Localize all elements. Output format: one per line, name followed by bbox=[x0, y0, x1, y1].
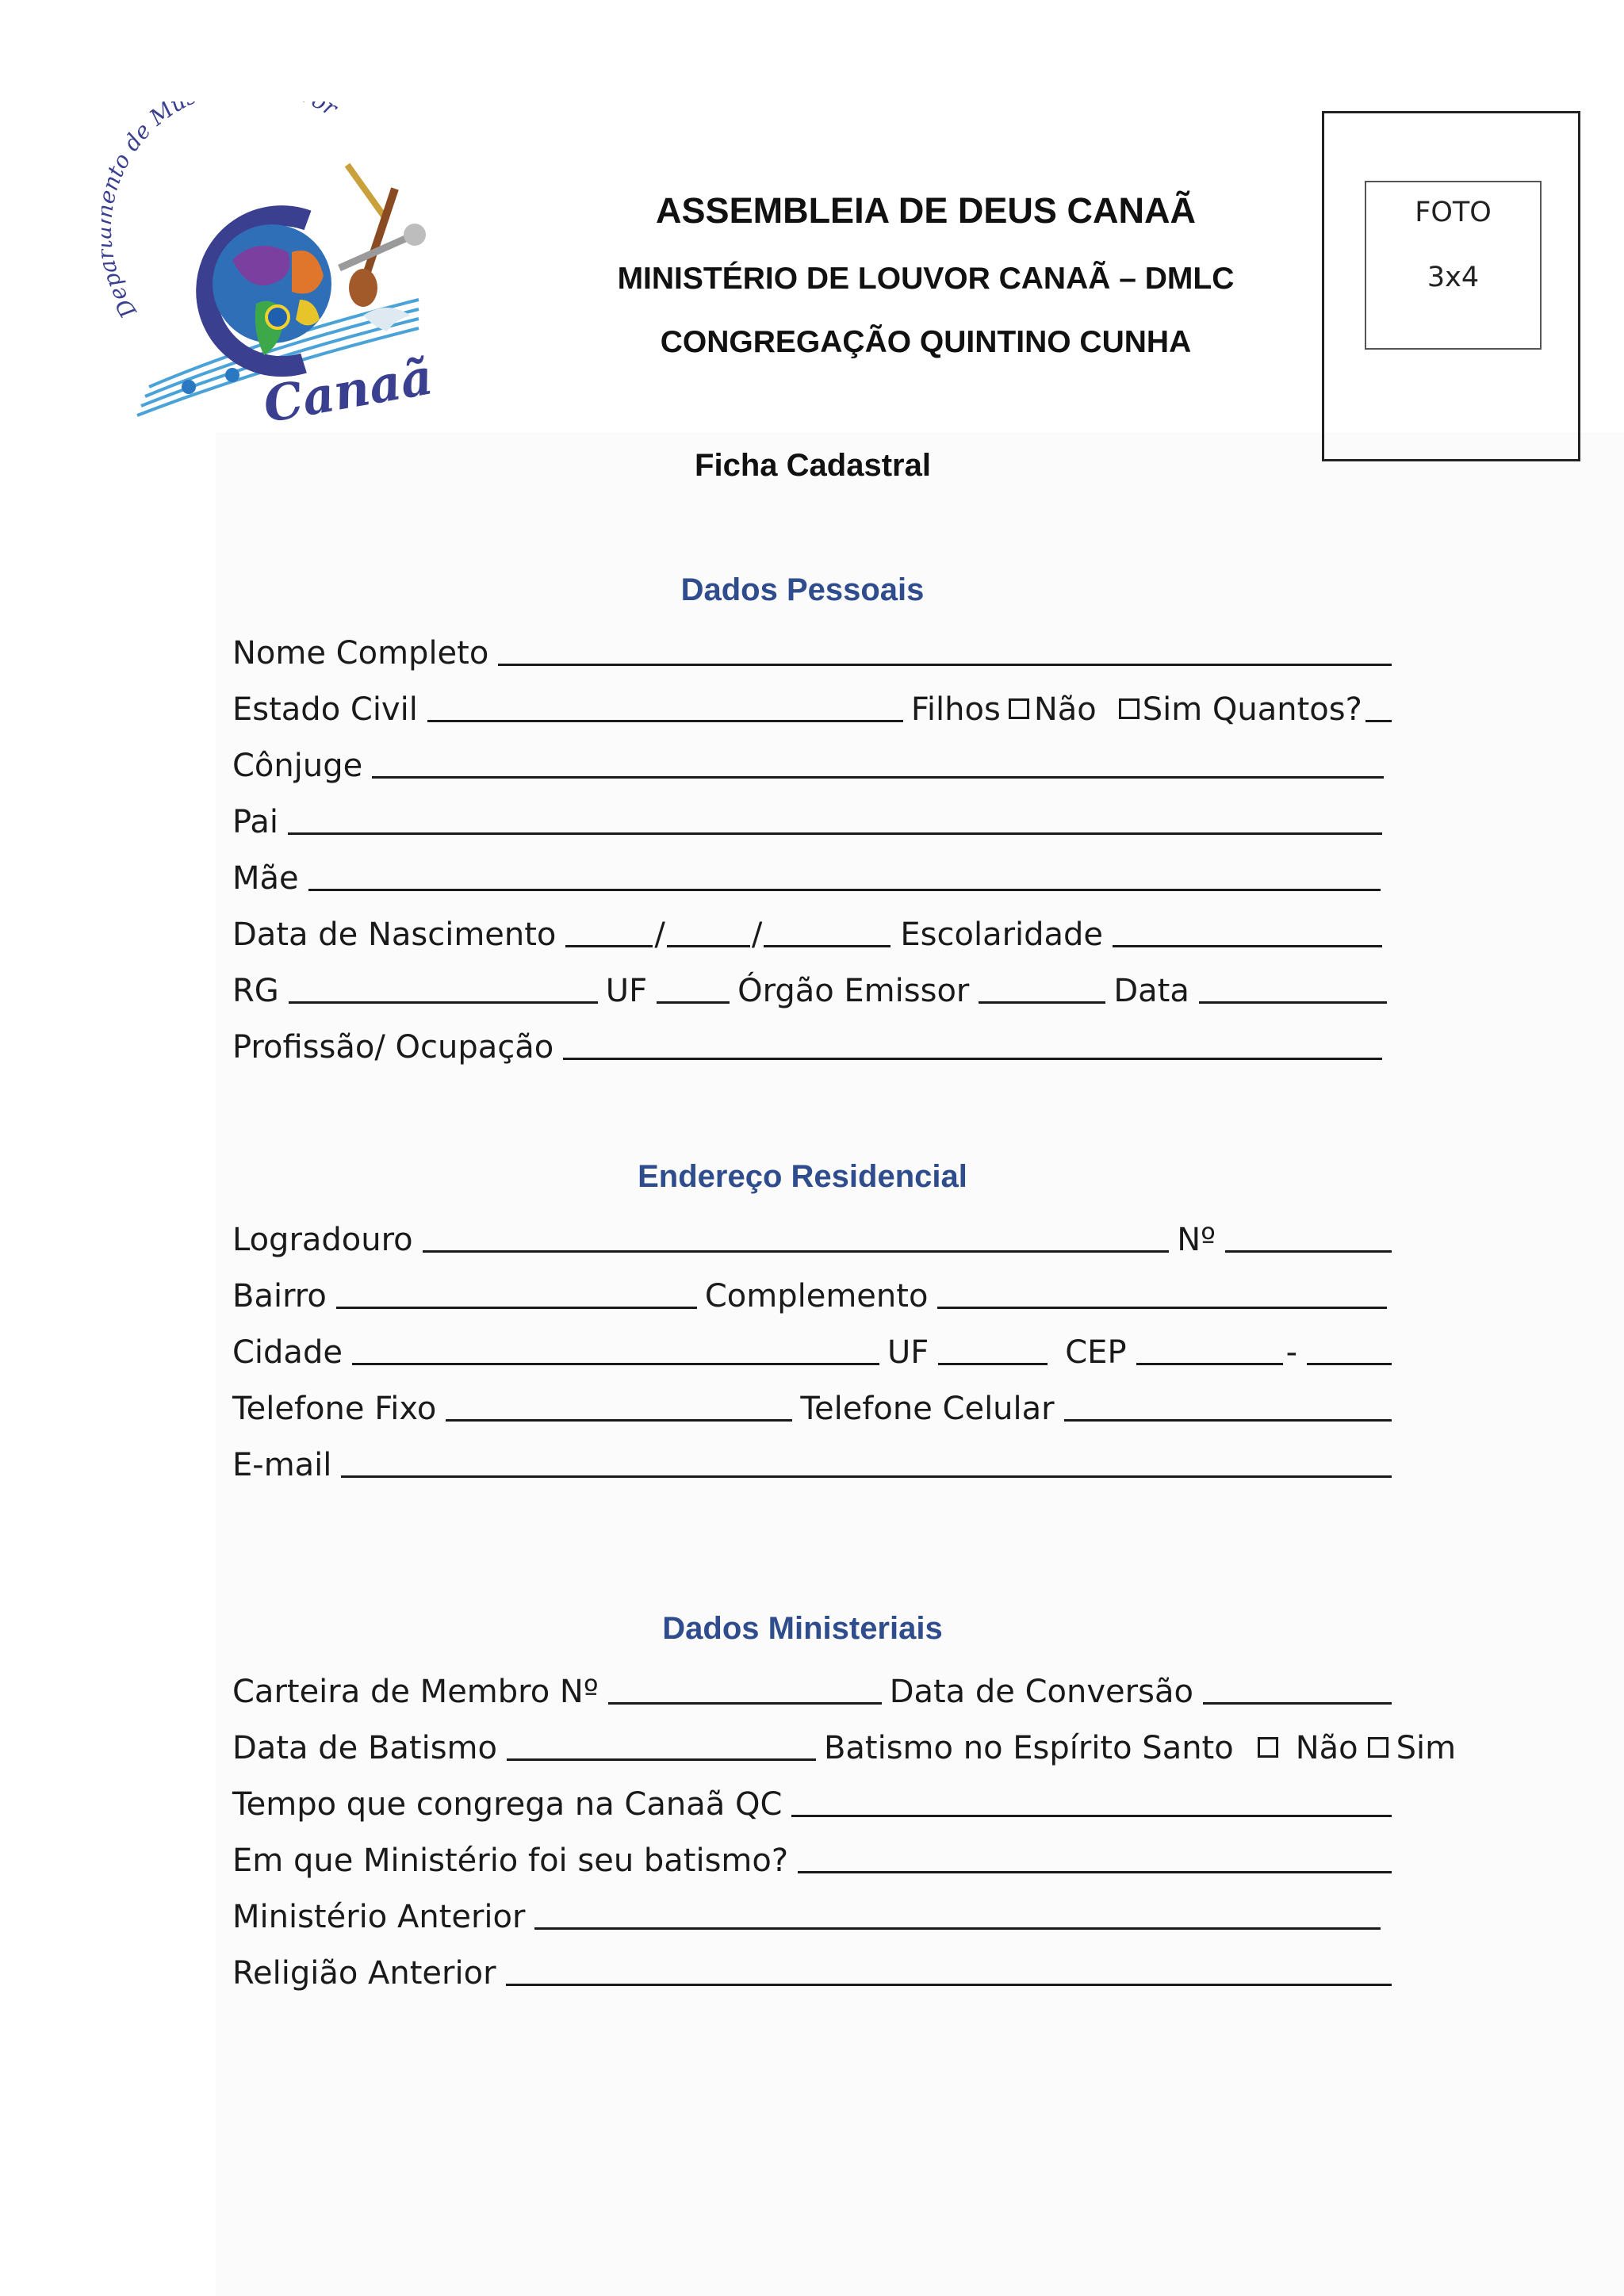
label-profession: Profissão/ Ocupação bbox=[232, 1029, 554, 1066]
label-street: Logradouro bbox=[232, 1222, 413, 1258]
date-separator: / bbox=[654, 916, 665, 953]
field-spouse[interactable] bbox=[372, 776, 1384, 779]
field-issuer[interactable] bbox=[979, 1001, 1105, 1004]
row-full-name bbox=[232, 628, 1392, 672]
label-cep: CEP bbox=[1065, 1334, 1127, 1371]
field-baptism-date[interactable] bbox=[507, 1758, 816, 1761]
label-previous-religion: Religião Anterior bbox=[232, 1955, 496, 1992]
label-children-no: Não bbox=[1033, 691, 1097, 728]
field-profession[interactable] bbox=[563, 1058, 1382, 1060]
label-issuer: Órgão Emissor bbox=[737, 973, 970, 1009]
photo-label: FOTO bbox=[1415, 197, 1492, 228]
field-complement[interactable] bbox=[937, 1307, 1387, 1309]
checkbox-children-yes[interactable] bbox=[1119, 698, 1139, 719]
row-rg bbox=[232, 966, 1392, 1010]
label-email: E-mail bbox=[232, 1447, 332, 1483]
label-city-uf: UF bbox=[887, 1334, 929, 1371]
row-city bbox=[232, 1327, 1392, 1372]
label-previous-ministry: Ministério Anterior bbox=[232, 1899, 526, 1935]
church-logo bbox=[102, 101, 450, 450]
label-city: Cidade bbox=[232, 1334, 343, 1371]
row-previous-ministry bbox=[232, 1892, 1392, 1936]
label-birth-date: Data de Nascimento bbox=[232, 916, 557, 953]
field-city[interactable] bbox=[352, 1363, 879, 1365]
date-separator: / bbox=[751, 916, 763, 953]
row-father bbox=[232, 797, 1392, 841]
label-rg-uf: UF bbox=[605, 973, 648, 1009]
field-baptism-ministry[interactable] bbox=[798, 1871, 1392, 1873]
congregation-title: CONGREGAÇÃO QUINTINO CUNHA bbox=[660, 325, 1192, 359]
label-baptism-date: Data de Batismo bbox=[232, 1730, 497, 1766]
label-complement: Complemento bbox=[704, 1278, 929, 1314]
row-street bbox=[232, 1215, 1392, 1259]
field-rg-uf[interactable] bbox=[657, 1001, 730, 1004]
row-member-card bbox=[232, 1667, 1392, 1711]
label-spirit-baptism: Batismo no Espírito Santo bbox=[823, 1730, 1234, 1766]
field-landline[interactable] bbox=[446, 1419, 792, 1422]
label-children: Filhos bbox=[910, 691, 1001, 728]
field-mobile[interactable] bbox=[1064, 1419, 1392, 1422]
label-full-name: Nome Completo bbox=[232, 635, 489, 672]
field-cep-suffix[interactable] bbox=[1307, 1363, 1392, 1365]
section-ministerial: Dados Ministeriais bbox=[662, 1611, 943, 1646]
row-phones bbox=[232, 1383, 1392, 1428]
field-issue-date[interactable] bbox=[1199, 1001, 1387, 1004]
label-member-card: Carteira de Membro Nº bbox=[232, 1674, 599, 1710]
row-birth-date bbox=[232, 909, 1392, 954]
field-previous-ministry[interactable] bbox=[534, 1927, 1381, 1930]
label-conversion-date: Data de Conversão bbox=[889, 1674, 1193, 1710]
label-baptism-ministry: Em que Ministério foi seu batismo? bbox=[232, 1843, 789, 1879]
row-baptism bbox=[232, 1723, 1457, 1767]
label-marital-status: Estado Civil bbox=[232, 691, 418, 728]
form-title: Ficha Cadastral bbox=[695, 448, 931, 483]
field-rg[interactable] bbox=[289, 1001, 598, 1004]
field-number[interactable] bbox=[1225, 1250, 1392, 1253]
label-time-attending: Tempo que congrega na Canaã QC bbox=[232, 1786, 783, 1823]
field-birth-day[interactable] bbox=[565, 945, 653, 947]
logo-arc-text: De to de Mu r bbox=[102, 101, 343, 323]
row-mother bbox=[232, 853, 1392, 897]
label-children-yes: Sim Quantos? bbox=[1142, 691, 1362, 728]
photo-placeholder bbox=[1365, 181, 1542, 350]
row-email bbox=[232, 1440, 1392, 1484]
label-mobile: Telefone Celular bbox=[800, 1391, 1055, 1427]
label-landline: Telefone Fixo bbox=[232, 1391, 437, 1427]
field-cep-prefix[interactable] bbox=[1136, 1363, 1283, 1365]
field-full-name[interactable] bbox=[498, 664, 1392, 666]
field-district[interactable] bbox=[336, 1307, 697, 1309]
church-title: ASSEMBLEIA DE DEUS CANAÃ bbox=[656, 190, 1196, 231]
label-spouse: Cônjuge bbox=[232, 748, 363, 784]
label-rg: RG bbox=[232, 973, 279, 1009]
ministry-title: MINISTÉRIO DE LOUVOR CANAÃ – DMLC bbox=[617, 262, 1235, 296]
field-father[interactable] bbox=[288, 832, 1382, 835]
label-spirit-no: Não bbox=[1295, 1730, 1358, 1766]
row-spouse bbox=[232, 740, 1392, 785]
checkbox-children-no[interactable] bbox=[1009, 698, 1029, 719]
row-baptism-ministry bbox=[232, 1835, 1392, 1880]
field-mother[interactable] bbox=[308, 889, 1381, 891]
logo-graphic bbox=[102, 101, 450, 450]
section-personal: Dados Pessoais bbox=[680, 572, 925, 607]
field-email[interactable] bbox=[341, 1475, 1392, 1478]
field-birth-year[interactable] bbox=[764, 945, 891, 947]
row-previous-religion bbox=[232, 1948, 1392, 1992]
field-conversion-date[interactable] bbox=[1203, 1702, 1392, 1705]
section-address: Endereço Residencial bbox=[638, 1159, 967, 1194]
field-marital-status[interactable] bbox=[427, 720, 903, 722]
field-education[interactable] bbox=[1113, 945, 1382, 947]
photo-size: 3x4 bbox=[1427, 262, 1480, 293]
label-number: Nº bbox=[1177, 1222, 1216, 1258]
label-district: Bairro bbox=[232, 1278, 327, 1314]
checkbox-spirit-no[interactable] bbox=[1258, 1737, 1278, 1758]
field-city-uf[interactable] bbox=[938, 1363, 1048, 1365]
label-education: Escolaridade bbox=[900, 916, 1104, 953]
label-issue-date: Data bbox=[1113, 973, 1189, 1009]
row-time-attending bbox=[232, 1779, 1392, 1823]
checkbox-spirit-yes[interactable] bbox=[1368, 1737, 1388, 1758]
logo-name: Canaã bbox=[259, 347, 438, 434]
field-time-attending[interactable] bbox=[791, 1815, 1392, 1817]
label-father: Pai bbox=[232, 804, 278, 840]
field-children-count[interactable] bbox=[1365, 720, 1392, 722]
row-marital-status bbox=[232, 684, 1392, 729]
field-birth-month[interactable] bbox=[667, 945, 750, 947]
field-member-card[interactable] bbox=[608, 1702, 882, 1705]
row-district bbox=[232, 1271, 1392, 1315]
field-previous-religion[interactable] bbox=[506, 1984, 1392, 1986]
label-spirit-yes: Sim bbox=[1396, 1730, 1457, 1766]
label-mother: Mãe bbox=[232, 860, 299, 897]
cep-separator: - bbox=[1285, 1334, 1298, 1371]
field-street[interactable] bbox=[423, 1250, 1170, 1253]
row-profession bbox=[232, 1022, 1392, 1066]
